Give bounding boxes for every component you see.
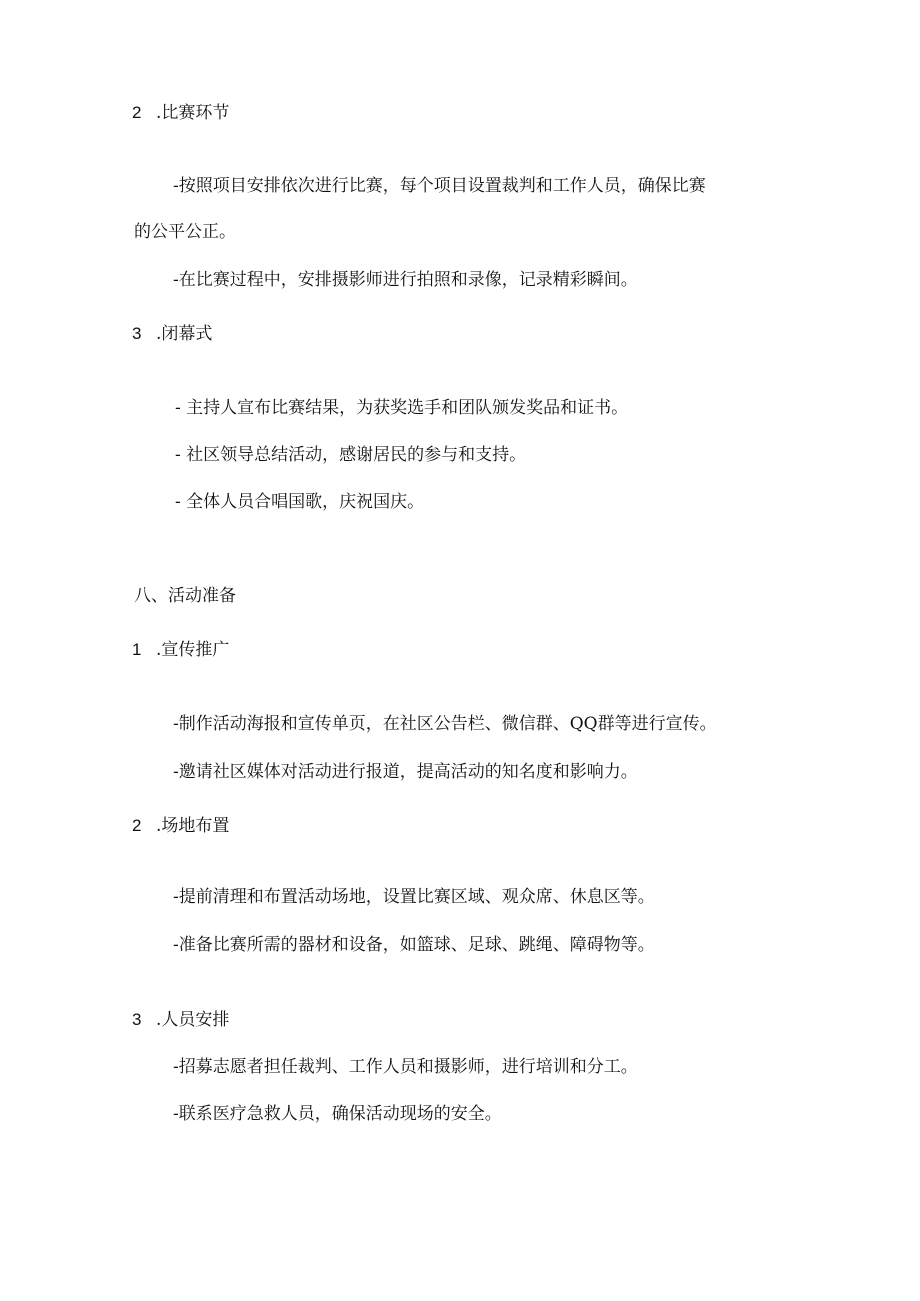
paragraph-line: - 主持人宣布比赛结果，为获奖选手和团队颁发奖品和证书。 (175, 398, 629, 418)
section-number: 1 (132, 640, 142, 659)
section-number: 3 (132, 324, 142, 343)
section-heading-competition (132, 101, 229, 125)
section-title: .比赛环节 (156, 103, 230, 123)
chapter-heading: 八、活动准备 (134, 586, 236, 606)
paragraph-line: -在比赛过程中，安排摄影师进行拍照和录像，记录精彩瞬间。 (173, 270, 638, 290)
paragraph-line: -提前清理和布置活动场地，设置比赛区域、观众席、休息区等。 (173, 887, 655, 907)
section-number: 2 (132, 103, 142, 122)
section-heading-promotion (132, 638, 229, 662)
section-number: 3 (132, 1010, 142, 1029)
section-number: 2 (132, 816, 142, 835)
paragraph-line: - 全体人员合唱国歌，庆祝国庆。 (175, 492, 425, 512)
paragraph-line: -准备比赛所需的器材和设备，如篮球、足球、跳绳、障碍物等。 (173, 935, 655, 955)
paragraph-line: - 社区领导总结活动，感谢居民的参与和支持。 (175, 445, 527, 465)
paragraph-line: -按照项目安排依次进行比赛，每个项目设置裁判和工作人员，确保比赛 (173, 176, 706, 196)
paragraph-line: -联系医疗急救人员，确保活动现场的安全。 (173, 1104, 502, 1124)
section-title: .宣传推广 (156, 640, 230, 660)
paragraph-line: -招募志愿者担任裁判、工作人员和摄影师，进行培训和分工。 (173, 1057, 638, 1077)
section-heading-closing (132, 322, 212, 346)
section-heading-staffing (132, 1008, 229, 1032)
section-heading-venue (132, 814, 229, 838)
section-title: .闭幕式 (156, 324, 213, 344)
section-title: .人员安排 (156, 1010, 230, 1030)
paragraph-line: 的公平公正。 (134, 222, 236, 242)
paragraph-line: -邀请社区媒体对活动进行报道，提高活动的知名度和影响力。 (173, 762, 638, 782)
section-title: .场地布置 (156, 816, 230, 836)
paragraph-line: -制作活动海报和宣传单页，在社区公告栏、微信群、QQ群等进行宣传。 (173, 714, 717, 734)
